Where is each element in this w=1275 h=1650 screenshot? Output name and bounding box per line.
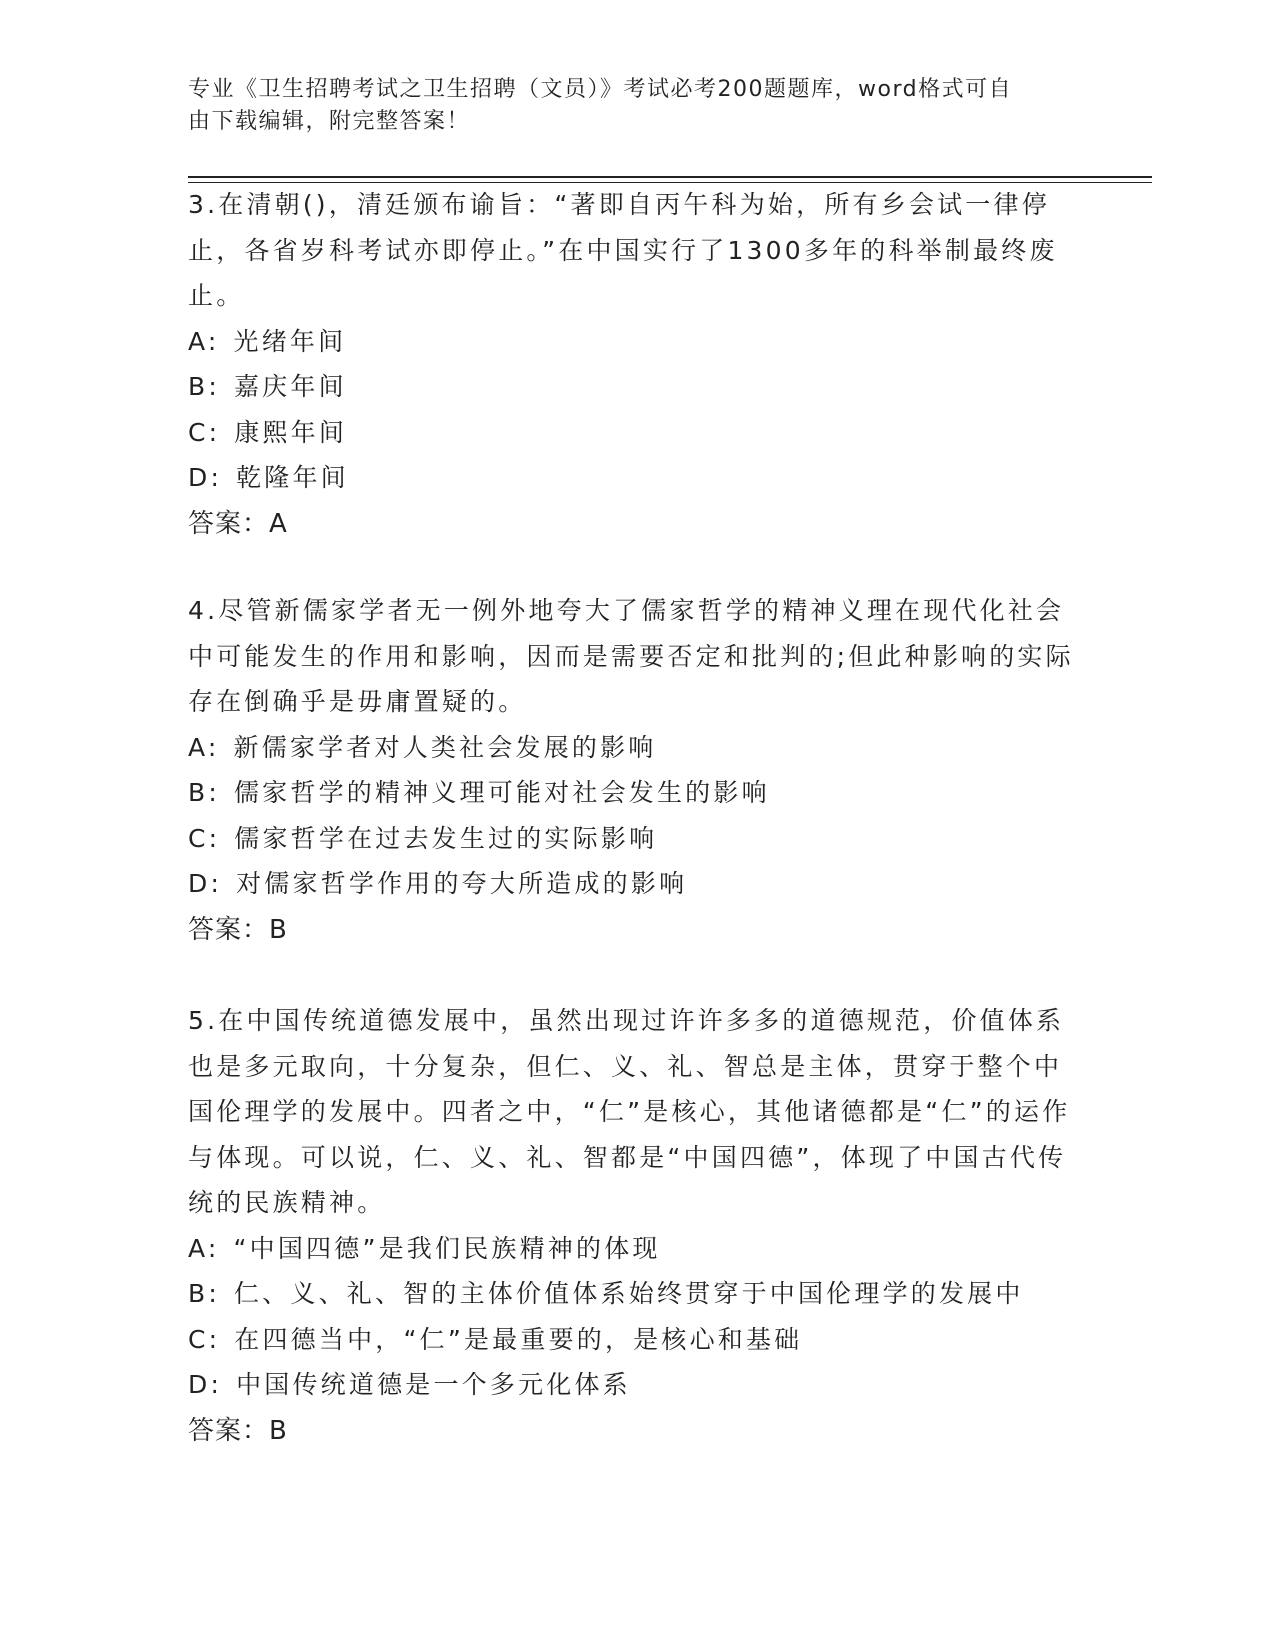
- option-text: 光绪年间: [233, 326, 347, 356]
- option-text: 儒家哲学在过去发生过的实际影响: [234, 823, 658, 853]
- header-line-1: 专业《卫生招聘考试之卫生招聘（文员）》考试必考200题题库，word格式可自: [188, 77, 1013, 102]
- option-a: [188, 1226, 1088, 1272]
- option-text: 在四德当中，“仁”是最重要的，是核心和基础: [234, 1324, 803, 1354]
- option-letter: C:: [188, 823, 221, 853]
- option-text: 儒家哲学的精神义理可能对社会发生的影响: [233, 778, 770, 807]
- option-d: [188, 455, 1088, 501]
- option-text: 仁、义、礼、智的主体价值体系始终贯穿于中国伦理学的发展中: [233, 1279, 1024, 1308]
- option-d: [188, 861, 1088, 907]
- header-line-2: 由下载编辑，附完整答案！: [188, 109, 471, 134]
- question-4: [188, 588, 1088, 953]
- option-text: 对儒家哲学作用的夸大所造成的影响: [236, 869, 688, 898]
- option-text: 乾隆年间: [236, 463, 349, 492]
- option-text: 嘉庆年间: [233, 372, 347, 401]
- option-letter: D:: [188, 1370, 223, 1399]
- question-5: [188, 998, 1088, 1454]
- option-text: “中国四德”是我们民族精神的体现: [233, 1233, 661, 1263]
- option-letter: A:: [188, 1233, 220, 1263]
- question-3: [188, 182, 1088, 547]
- option-c: [188, 410, 1088, 456]
- option-letter: D:: [188, 463, 223, 492]
- option-a: [188, 319, 1088, 365]
- option-text: 中国传统道德是一个多元化体系: [236, 1370, 631, 1399]
- option-letter: B:: [188, 1279, 220, 1308]
- option-letter: C:: [188, 1324, 221, 1354]
- option-letter: D:: [188, 869, 223, 898]
- option-a: [188, 725, 1088, 771]
- option-letter: C:: [188, 417, 221, 447]
- option-d: [188, 1362, 1088, 1408]
- question-stem: 4.尽管新儒家学者无一例外地夸大了儒家哲学的精神义理在现代化社会中可能发生的作用和影响，因而是需要否定和批判的;但此种影响的实际存在倒确乎是毋庸置疑的。: [188, 596, 1074, 716]
- question-stem: 5.在中国传统道德发展中，虽然出现过许许多多的道德规范，价值体系也是多元取向，十分复杂，但仁、义、礼、智总是主体，贯穿于整个中国伦理学的发展中。四者之中，“仁”是核心，其他诸德都是“仁”的运作与体现。可以说，仁、义、礼、智都是“中国四德”，体现了中国古代传统的民族精神。: [188, 1006, 1071, 1217]
- answer-line: 答案：A: [188, 508, 288, 539]
- question-stem: 3.在清朝()，清廷颁布谕旨：“著即自丙午科为始，所有乡会试一律停止，各省岁科考试亦即停止。”在中国实行了1300多年的科举制最终废止。: [188, 190, 1058, 310]
- answer-line: 答案：B: [188, 914, 288, 945]
- header-divider-thick: [188, 176, 1152, 178]
- option-text: 康熙年间: [234, 417, 348, 447]
- option-letter: B:: [188, 778, 220, 807]
- option-letter: A:: [188, 326, 220, 356]
- option-text: 新儒家学者对人类社会发展的影响: [233, 732, 657, 762]
- option-letter: B:: [188, 372, 220, 401]
- option-b: [188, 1271, 1088, 1317]
- document-header: [188, 74, 1068, 138]
- answer-line: 答案：B: [188, 1415, 288, 1446]
- option-c: [188, 1317, 1088, 1363]
- option-b: [188, 364, 1088, 410]
- option-c: [188, 816, 1088, 862]
- option-b: [188, 770, 1088, 816]
- option-letter: A:: [188, 732, 220, 762]
